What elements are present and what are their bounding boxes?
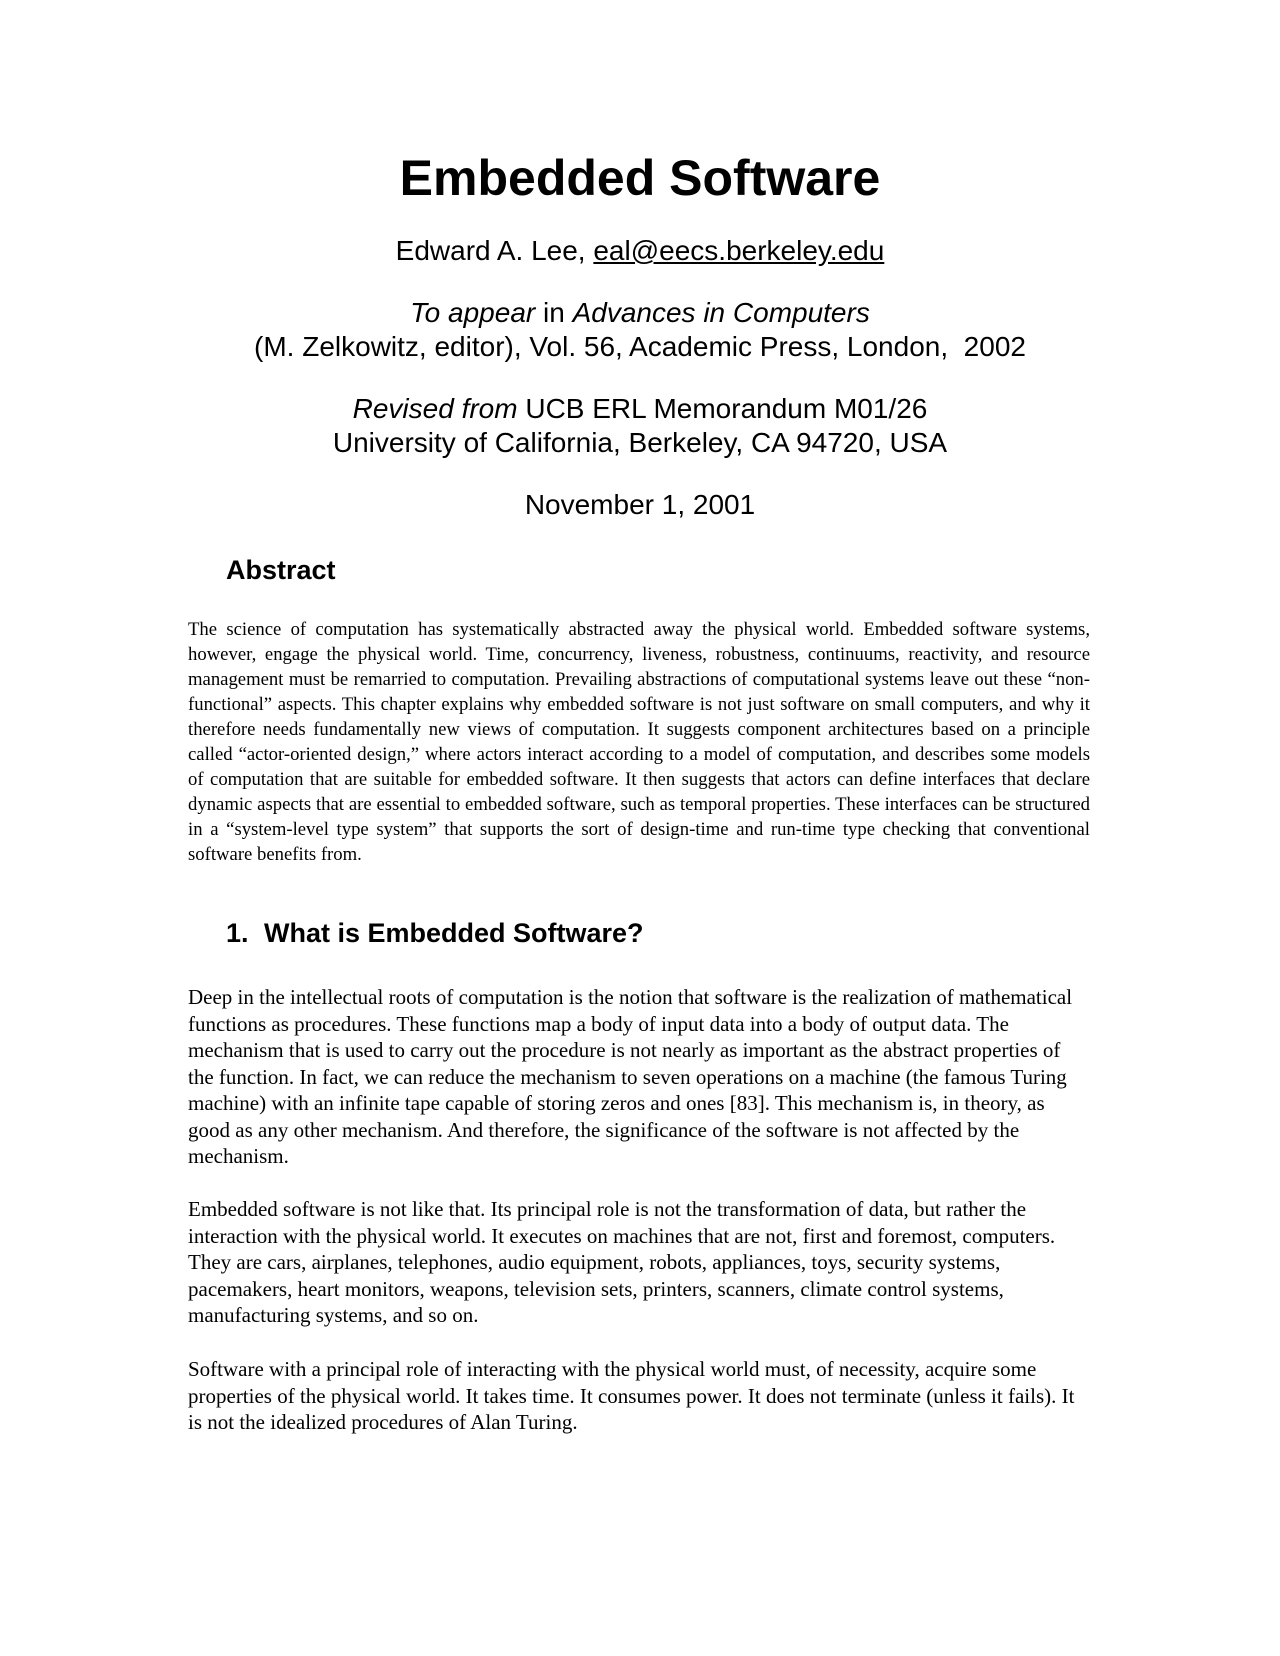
memo-number: UCB ERL Memorandum M01/26	[525, 393, 928, 424]
author-name: Edward A. Lee,	[395, 235, 586, 266]
section-1-paragraph-1: Deep in the intellectual roots of computation is the notion that software is the realization of mathematical functions as procedures. These functions map a body of input data into a body of output data. The mechanism that is used to carry out the procedure is not nearly as important as the abstract properties of the function. In fact, we can reduce the mechanism to seven operations on a machine (the famous Turing machine) with an infinite tape capable of storing zeros and ones [83]. This mechanism is, in theory, as good as any other mechanism. And therefore, the significance of the software is not affected by the mechanism.	[188, 985, 1073, 1168]
abstract-heading: Abstract	[226, 555, 336, 585]
to-appear-label: To appear	[410, 297, 536, 328]
publication-venue-line	[0, 296, 1280, 330]
publication-details: (M. Zelkowitz, editor), Vol. 56, Academic Press, London, 2002	[254, 331, 1026, 362]
author-email-link[interactable]: eal@eecs.berkeley.edu	[593, 235, 885, 266]
venue-name: Advances in Computers	[572, 297, 870, 328]
revision-line	[0, 392, 1280, 426]
paper-date: November 1, 2001	[524, 489, 756, 520]
in-word: in	[543, 297, 565, 328]
author-line	[0, 234, 1280, 268]
institution-line: University of California, Berkeley, CA 94720, USA	[332, 427, 948, 458]
section-1-title: What is Embedded Software?	[264, 918, 644, 948]
section-1-paragraph-2: Embedded software is not like that. Its principal role is not the transformation of data, but rather the interaction with the physical world. It executes on machines that are not, first and foremost, computers. They are cars, airplanes, telephones, audio equipment, robots, appliances, toys, security systems, pacemakers, heart monitors, weapons, television sets, printers, scanners, climate control systems, manufacturing systems, and so on.	[188, 1197, 1056, 1327]
abstract-text: The science of computation has systematically abstracted away the physical world. Embedded software systems, however, engage the physical world. Time, concurrency, liveness, robustness, continuums, reactivity, and resource management must be remarried to computation. Prevailing abstractions of computational systems leave out these “non-functional” aspects. This chapter explains why embedded software is not just software on small computers, and why it therefore needs fundamentally new views of computation. It suggests component architectures based on a principle called “actor-oriented design,” where actors interact according to a model of computation, and describes some models of computation that are suitable for embedded software. It then suggests that actors can define interfaces that declare dynamic aspects that are essential to embedded software, such as temporal properties. These interfaces can be structured in a “system-level type system” that supports the sort of design-time and run-time type checking that conventional software benefits from.	[188, 619, 1090, 865]
section-1-number: 1.	[226, 918, 249, 948]
section-1-paragraph-3: Software with a principal role of interacting with the physical world must, of necessity, acquire some properties of the physical world. It takes time. It consumes power. It does not terminate (unless it fails). It is not the idealized procedures of Alan Turing.	[188, 1357, 1075, 1434]
section-1-heading	[226, 916, 644, 950]
revised-from-label: Revised from	[352, 393, 518, 424]
paper-title: Embedded Software	[399, 150, 881, 206]
